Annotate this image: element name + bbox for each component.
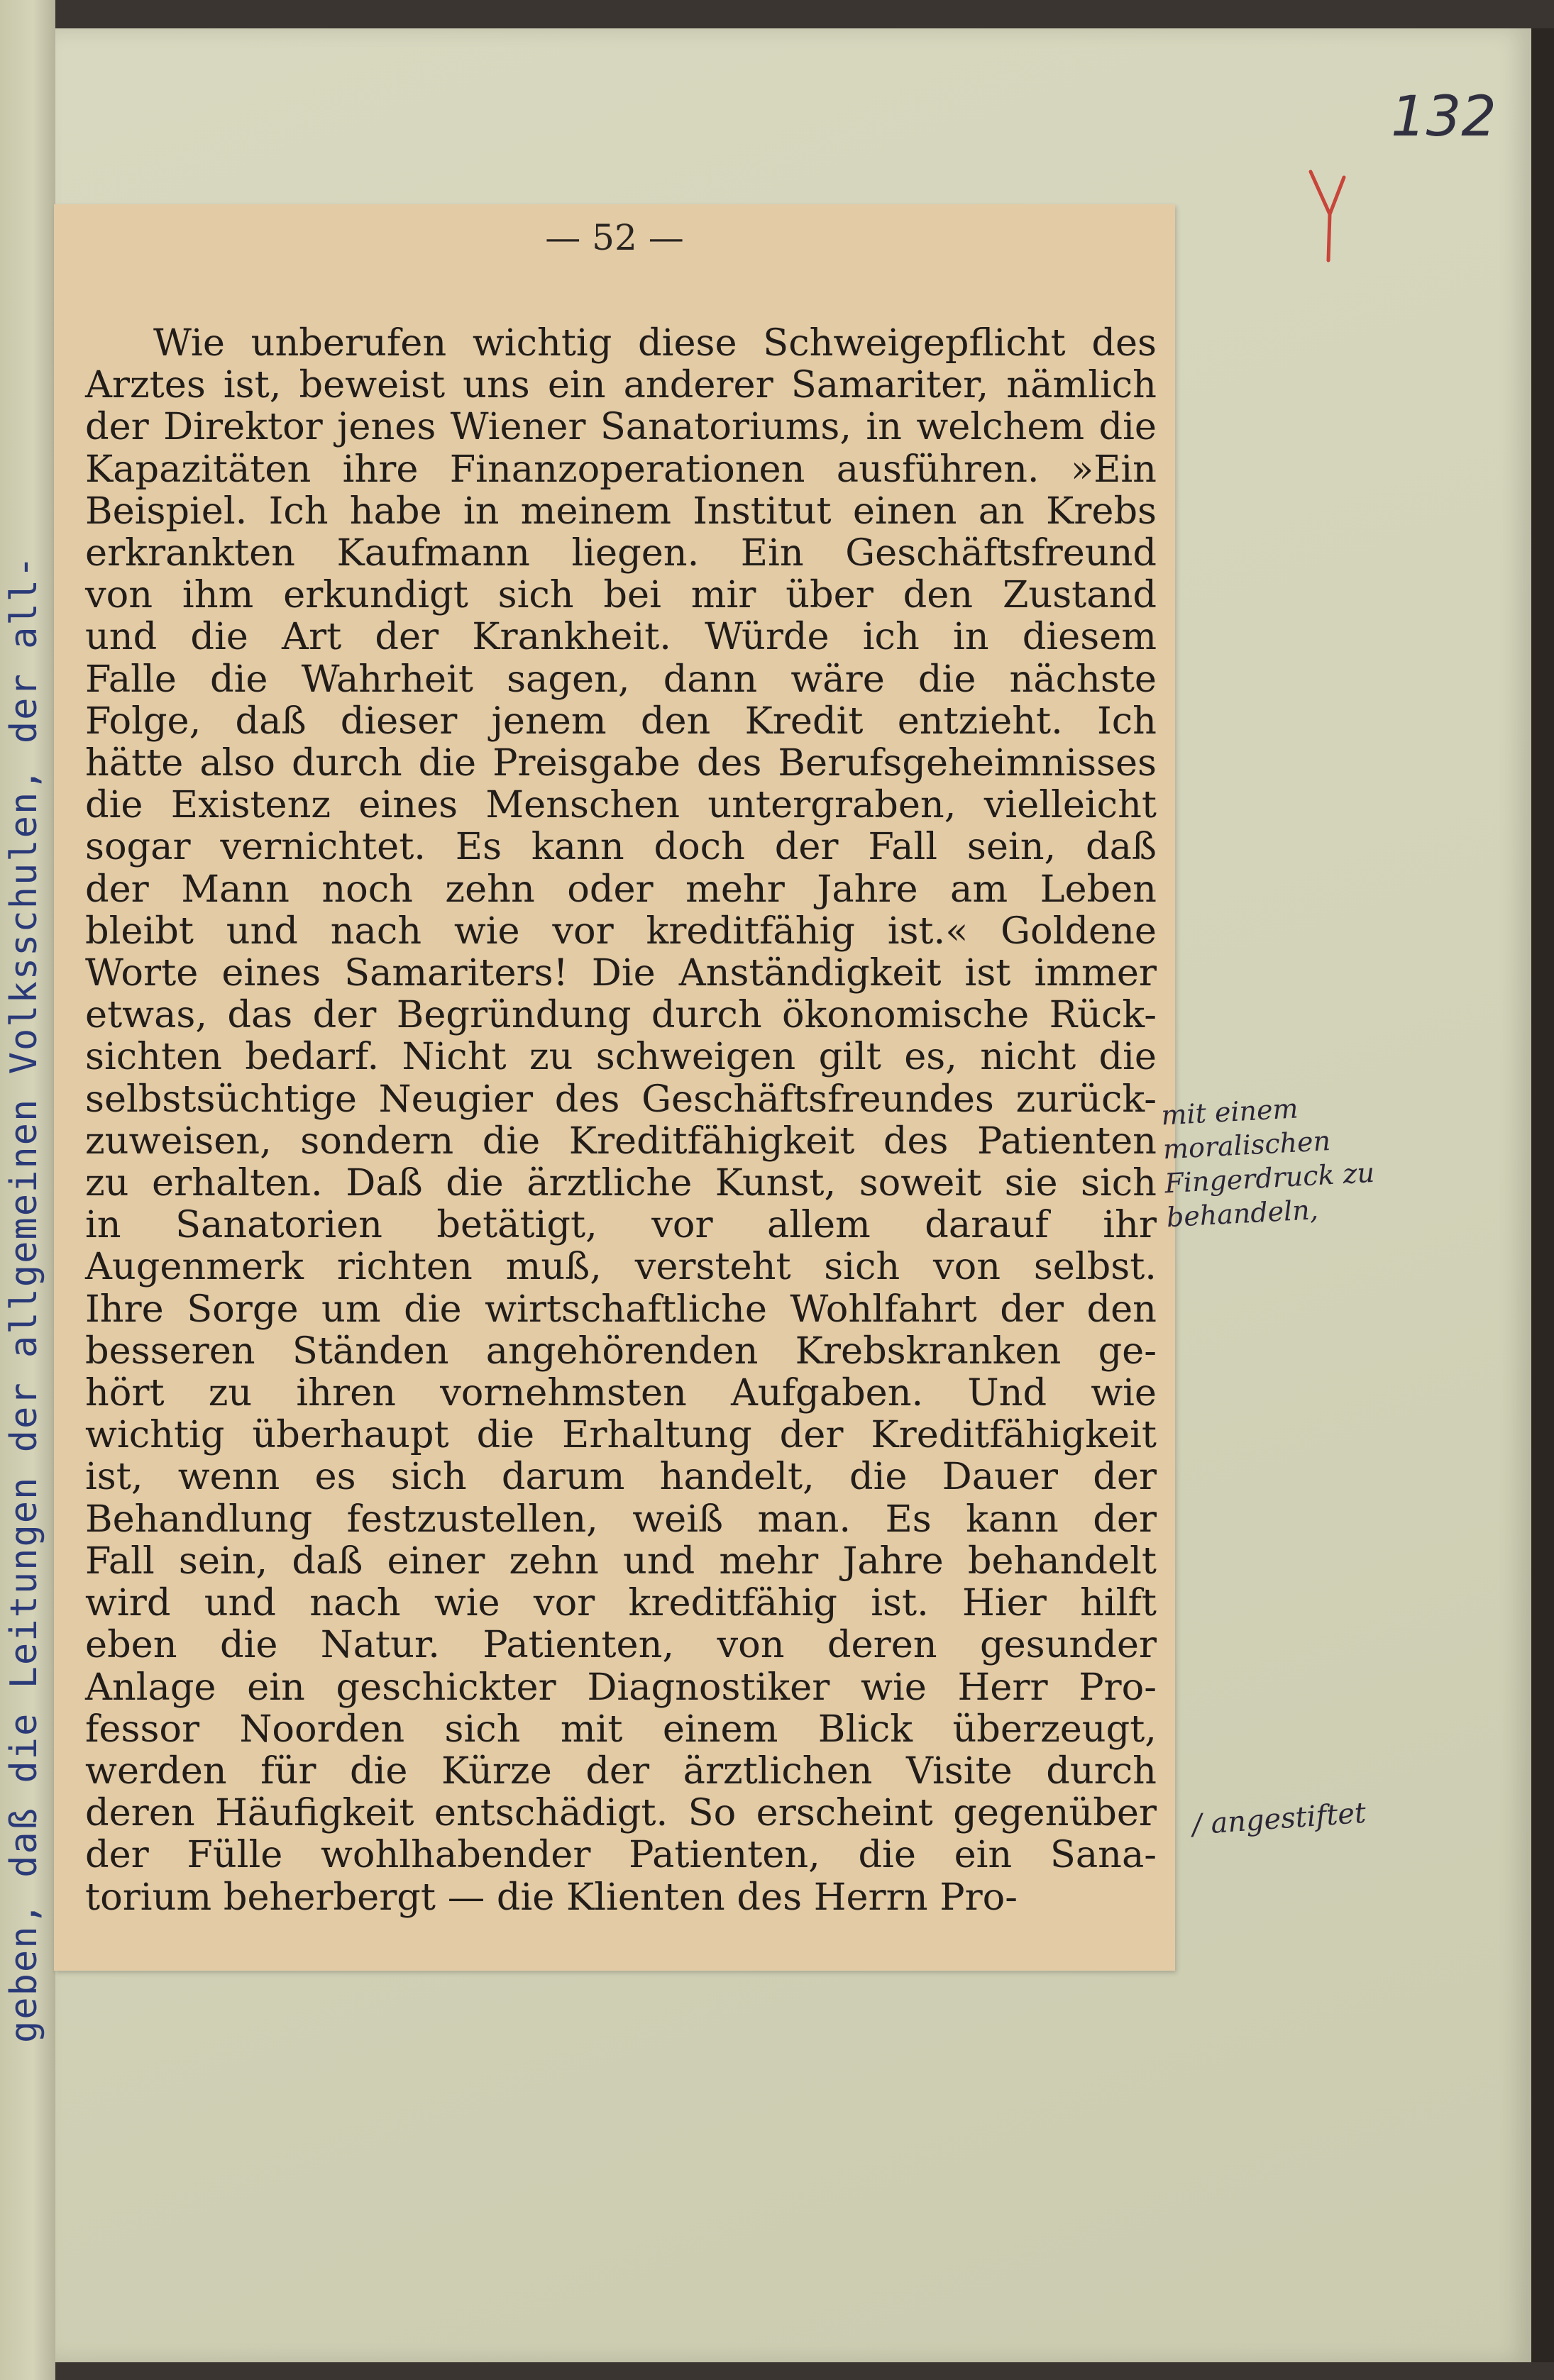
text-line: hört zu ihren vornehmsten Aufgaben. Und wie [85,1371,1157,1415]
text-line: Ihre Sorge um die wirtschaftliche Wohlfahrt der den [85,1287,1157,1331]
text-line: Worte eines Samariters! Die Anständigkeit ist immer [85,951,1157,995]
text-line: zu erhalten. Daß die ärztliche Kunst, soweit sie sich [85,1161,1157,1205]
text-line: erkrankten Kaufmann liegen. Ein Geschäftsfreund [85,531,1157,575]
text-line: torium beherbergt — die Klienten des Herrn Pro- [85,1875,1018,1919]
text-line: Folge, daß dieser jenem den Kredit entzieht. Ich [85,699,1157,743]
text-line: sichten bedarf. Nicht zu schweigen gilt es, nicht die [85,1035,1157,1079]
text-line: bleibt und nach wie vor kreditfähig ist.« Goldene [85,909,1157,953]
text-line: Anlage ein geschickter Diagnostiker wie Herr Pro- [85,1665,1157,1709]
text-line: sogar vernichtet. Es kann doch der Fall sein, daß [85,825,1157,869]
text-line: und die Art der Krankheit. Würde ich in diesem [85,615,1157,659]
text-line: Wie unberufen wichtig diese Schweigepflicht des [153,321,1157,365]
text-line: Fall sein, daß einer zehn und mehr Jahre behandelt [85,1539,1157,1583]
text-line: in Sanatorien betätigt, vor allem darauf ihr [85,1203,1157,1247]
handwritten-margin-note: mit einem moralischen Fingerdruck zu behandeln, [1160,1092,1376,1234]
text-line: wichtig überhaupt die Erhaltung der Kreditfähigkeit [85,1413,1157,1457]
text-line: werden für die Kürze der ärztlichen Visite durch [85,1749,1157,1793]
text-line: eben die Natur. Patienten, von deren gesunder [85,1623,1157,1667]
text-line: von ihm erkundigt sich bei mir über den Zustand [85,573,1157,617]
clipping-page-number: — 52 — [545,217,684,258]
text-line: Arztes ist, beweist uns ein anderer Samariter, nämlich [85,363,1157,407]
page-edge-shadow [1531,28,1554,2362]
text-line: Falle die Wahrheit sagen, dann wäre die nächste [85,657,1157,701]
text-line: Behandlung festzustellen, weiß man. Es kann der [85,1497,1157,1541]
text-line: ist, wenn es sich darum handelt, die Dauer der [85,1455,1157,1499]
text-line: fessor Noorden sich mit einem Blick überzeugt, [85,1707,1157,1751]
text-line: der Direktor jenes Wiener Sanatoriums, in welchem die [85,405,1157,449]
text-line: etwas, das der Begründung durch ökonomische Rück- [85,993,1157,1037]
clipping-body-text [85,322,1157,1918]
text-line: deren Häufigkeit entschädigt. So erscheint gegenüber [85,1791,1157,1835]
text-line: Beispiel. Ich habe in meinem Institut einen an Krebs [85,489,1157,533]
text-line: der Fülle wohlhabender Patienten, die ein Sana- [85,1833,1157,1877]
handwritten-margin-note-2: / angestiftet [1191,1796,1367,1842]
spine-strip [0,0,55,2380]
folio-number: 132 [1391,85,1497,149]
red-pencil-mark [1307,165,1350,264]
text-line: zuweisen, sondern die Kreditfähigkeit des Patienten [85,1119,1157,1163]
text-line: besseren Ständen angehörenden Krebskranken ge- [85,1329,1157,1373]
text-line: Augenmerk richten muß, versteht sich von selbst. [85,1245,1157,1289]
text-line: wird und nach wie vor kreditfähig ist. Hier hilft [85,1581,1157,1625]
text-line: Kapazitäten ihre Finanzoperationen ausführen. »Ein [85,447,1157,491]
text-line: der Mann noch zehn oder mehr Jahre am Leben [85,867,1157,911]
text-line: selbstsüchtige Neugier des Geschäftsfreundes zurück- [85,1077,1157,1121]
text-line: die Existenz eines Menschen untergraben, vielleicht [85,783,1157,827]
newspaper-clipping [54,204,1175,1971]
text-line: hätte also durch die Preisgabe des Berufsgeheimnisses [85,741,1157,785]
spine-typewritten-text: geben, daß die Leitungen der allgemeinen Volksschulen, der all- [3,554,45,2043]
